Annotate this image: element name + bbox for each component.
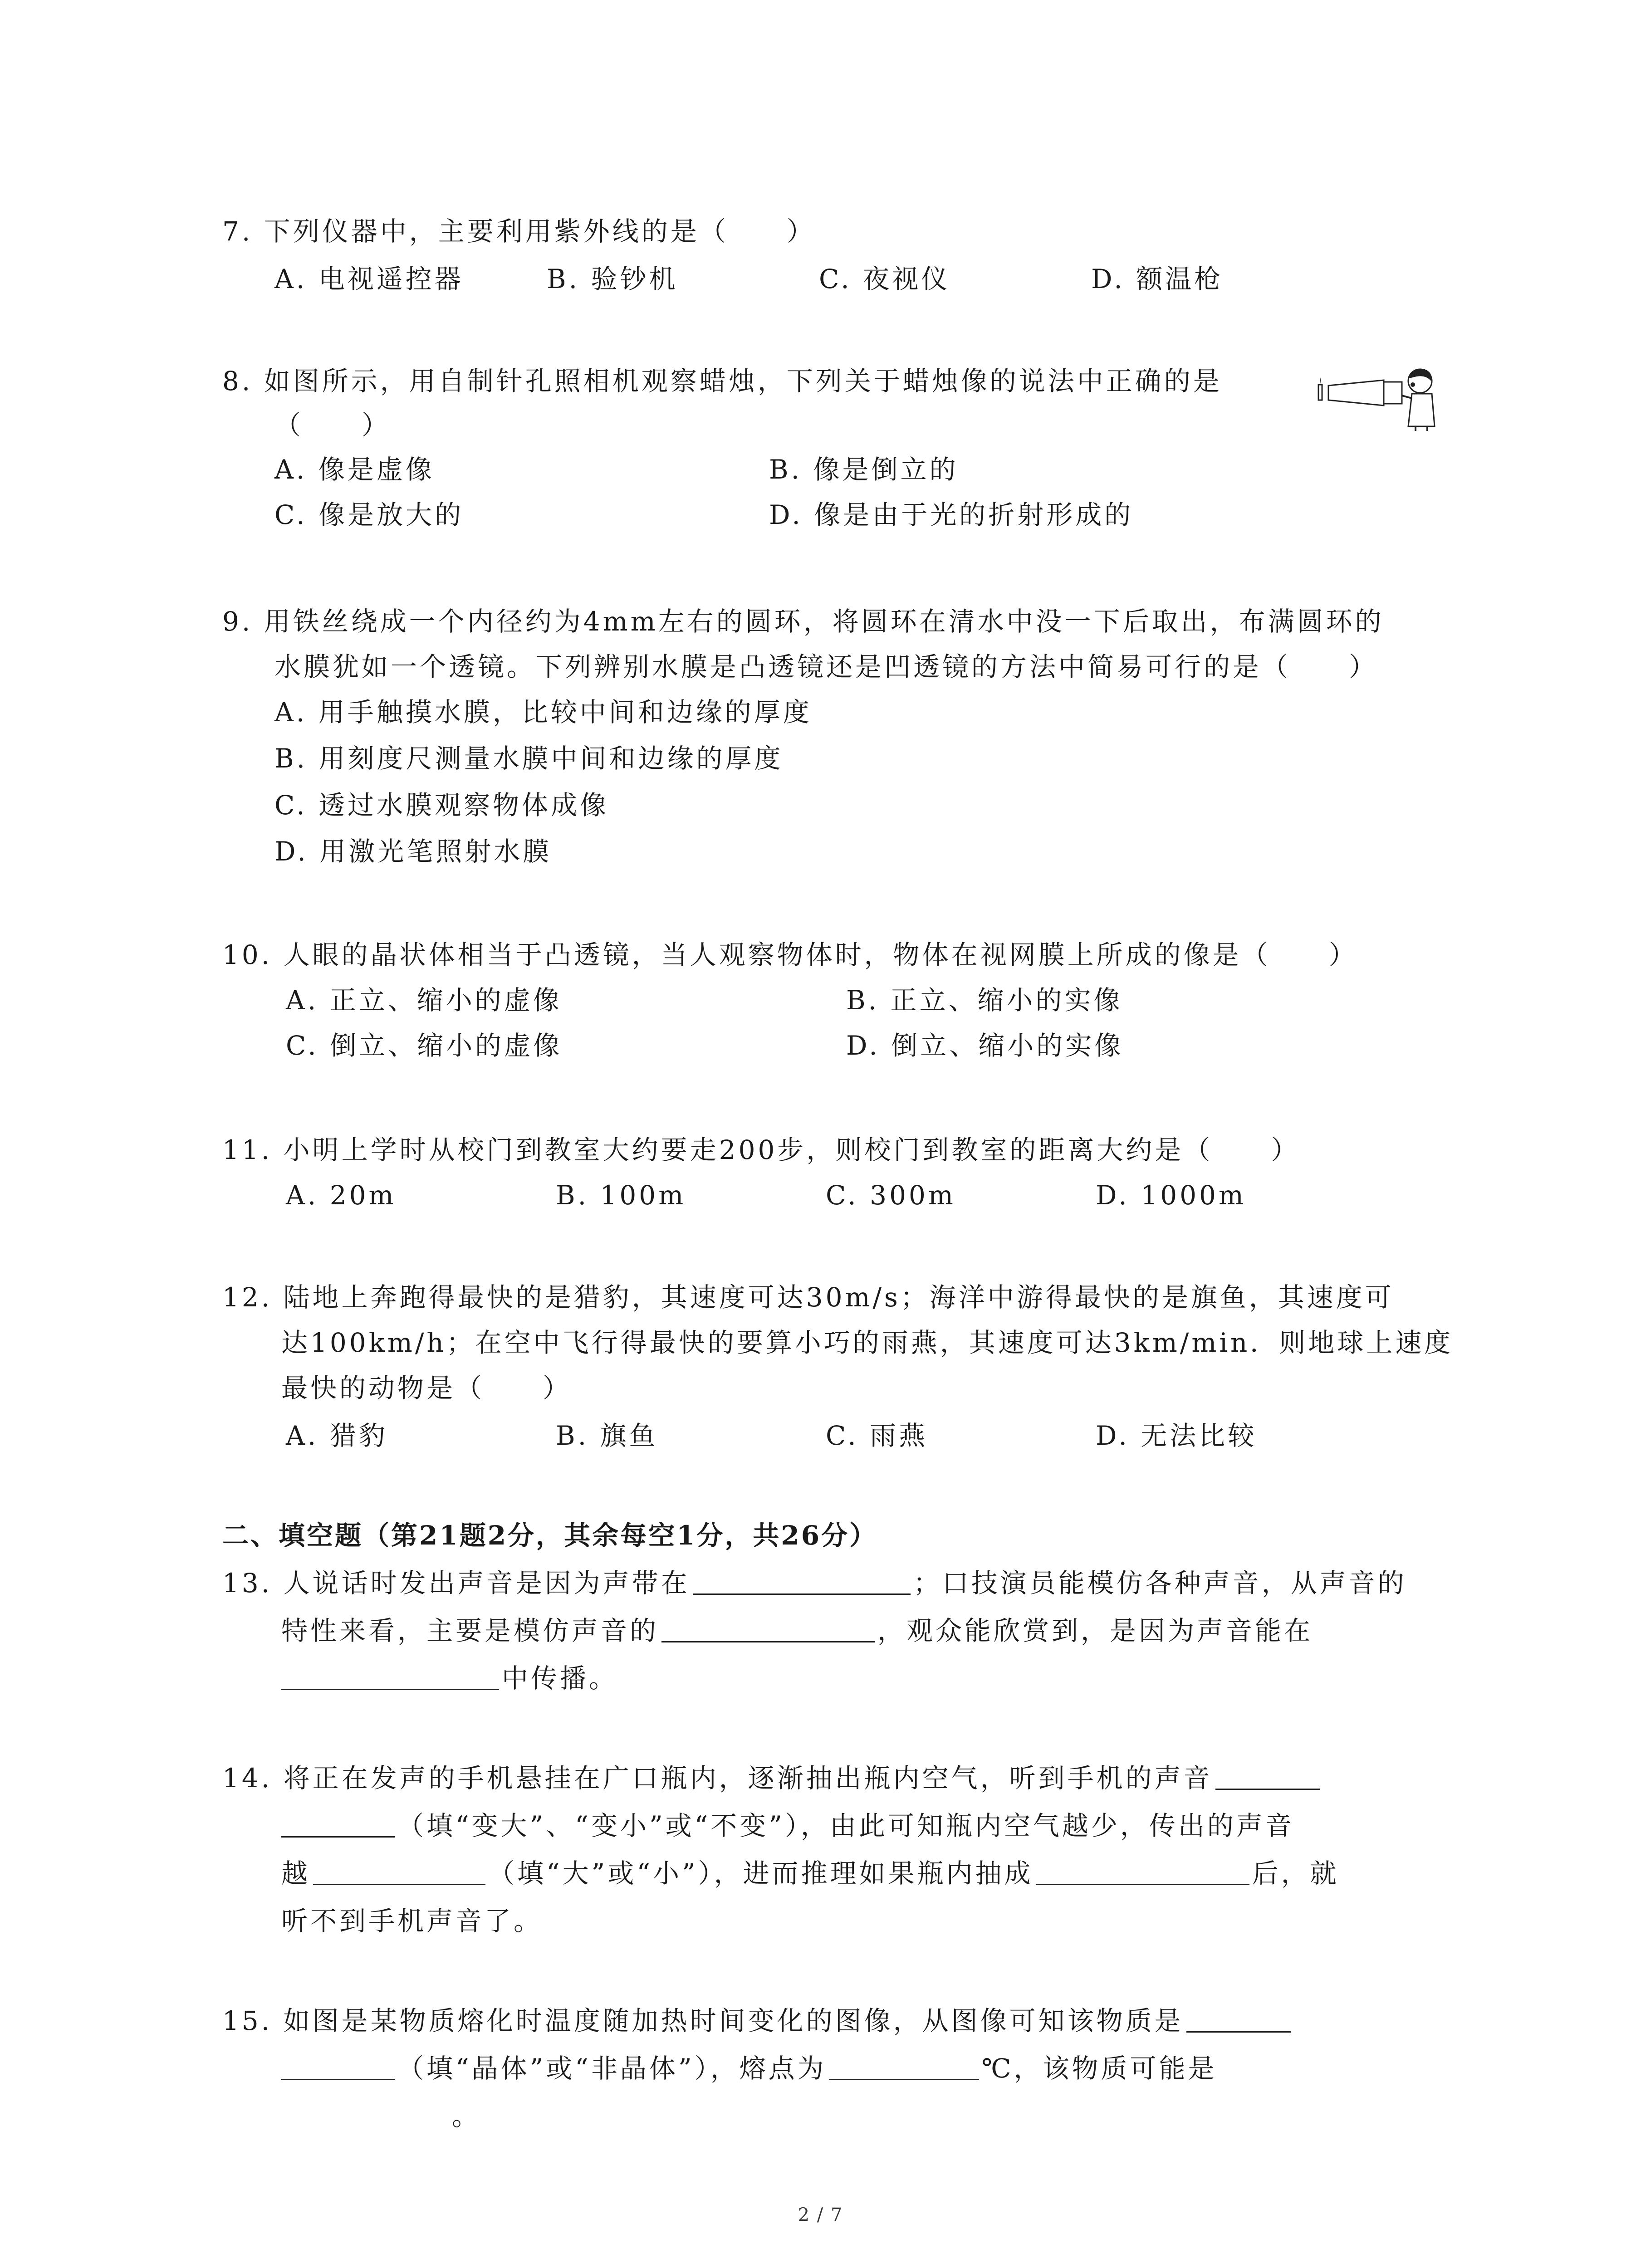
- question-12-stem-line2: 达100km/h；在空中飞行得最快的要算小巧的雨燕，其速度可达3km/min．则地球上速度: [281, 1327, 1454, 1358]
- question-13-line-1: [222, 1565, 1407, 1601]
- option-b: B. 旗鱼: [556, 1420, 658, 1451]
- question-14-line-2: [281, 1808, 1294, 1844]
- section-2-title: 二、填空题（第21题2分，其余每空1分，共26分）: [222, 1520, 878, 1551]
- question-10-stem: 10. 人眼的晶状体相当于凸透镜，当人观察物体时，物体在视网膜上所成的像是（ ）: [222, 939, 1358, 970]
- question-14-text: 14. 将正在发声的手机悬挂在广口瓶内，逐渐抽出瓶内空气，听到手机的声音: [222, 1763, 1213, 1794]
- option-c: C. 300m: [826, 1180, 956, 1211]
- option-c: C. 像是放大的: [274, 499, 464, 530]
- option-d: D. 倒立、缩小的实像: [846, 1030, 1124, 1061]
- question-15-text: 15. 如图是某物质熔化时温度随加热时间变化的图像，从图像可知该物质是: [222, 2005, 1184, 2036]
- question-13-text: 中传播。: [502, 1663, 618, 1694]
- pinhole-camera-figure: [1316, 358, 1452, 431]
- question-14-line-3: [281, 1855, 1339, 1892]
- answer-blank[interactable]: [281, 2053, 395, 2080]
- option-b: B. 验钞机: [547, 264, 678, 294]
- option-d: D. 用激光笔照射水膜: [274, 836, 552, 867]
- option-a: A. 猎豹: [286, 1420, 388, 1451]
- option-c: C. 夜视仪: [819, 264, 950, 294]
- question-12-stem-line3: 最快的动物是（ ）: [281, 1373, 572, 1403]
- question-13-text: 特性来看，主要是模仿声音的: [281, 1615, 659, 1646]
- page-number: 2 / 7: [798, 2204, 843, 2225]
- question-11-stem: 11. 小明上学时从校门到教室大约要走200步，则校门到教室的距离大约是（ ）: [222, 1134, 1300, 1165]
- question-15-text: （填“晶体”或“非晶体”），熔点为: [397, 2053, 827, 2084]
- option-d: D. 无法比较: [1096, 1420, 1257, 1451]
- option-b: B. 像是倒立的: [769, 454, 959, 485]
- option-d: D. 像是由于光的折射形成的: [769, 499, 1134, 530]
- question-14-text: 后，就: [1252, 1858, 1339, 1889]
- question-15-line-3: [281, 2098, 481, 2134]
- question-14-text: 越: [281, 1858, 311, 1889]
- option-b: B. 正立、缩小的实像: [846, 985, 1123, 1016]
- option-c: C. 雨燕: [826, 1420, 928, 1451]
- question-9-stem-line2: 水膜犹如一个透镜。下列辨别水膜是凸透镜还是凹透镜的方法中简易可行的是（ ）: [274, 651, 1378, 682]
- question-14-line-1: [222, 1760, 1323, 1796]
- answer-blank[interactable]: [281, 1662, 499, 1690]
- option-a: A. 用手触摸水膜，比较中间和边缘的厚度: [274, 697, 812, 728]
- answer-blank[interactable]: [1215, 1762, 1320, 1790]
- answer-blank[interactable]: [661, 1615, 875, 1642]
- question-13-line-2: [281, 1613, 1313, 1649]
- option-d: D. 1000m: [1096, 1180, 1246, 1211]
- answer-blank[interactable]: [1036, 1857, 1249, 1885]
- question-14-text: （填“大”或“小”），进而推理如果瓶内抽成: [488, 1858, 1034, 1889]
- option-a: A. 20m: [286, 1180, 397, 1211]
- question-15-text: 。: [452, 2101, 481, 2131]
- option-a: A. 正立、缩小的虚像: [286, 985, 562, 1016]
- question-7-stem: 7. 下列仪器中，主要利用紫外线的是（ ）: [222, 216, 816, 247]
- question-14-text: （填“变大”、“变小”或“不变”），由此可知瓶内空气越少，传出的声音: [397, 1810, 1294, 1841]
- question-14-text: 听不到手机声音了。: [281, 1906, 543, 1936]
- question-9-stem-line1: 9. 用铁丝绕成一个内径约为4mm左右的圆环，将圆环在清水中没一下后取出，布满圆环的: [222, 606, 1384, 637]
- question-13-text: 13. 人说话时发出声音是因为声带在: [222, 1568, 690, 1598]
- answer-blank[interactable]: [1186, 2005, 1291, 2033]
- question-15-line-1: [222, 2003, 1293, 2039]
- option-c: C. 倒立、缩小的虚像: [286, 1030, 563, 1061]
- question-8-stem-line1: 8. 如图所示，用自制针孔照相机观察蜡烛，下列关于蜡烛像的说法中正确的是: [222, 366, 1222, 396]
- question-12-stem-line1: 12. 陆地上奔跑得最快的是猎豹，其速度可达30m/s；海洋中游得最快的是旗鱼，其速度可: [222, 1282, 1394, 1313]
- question-15-line-2: [281, 2050, 1217, 2087]
- answer-blank[interactable]: [313, 1857, 485, 1885]
- answer-blank[interactable]: [829, 2053, 979, 2080]
- question-8-stem-line2: （ ）: [274, 410, 391, 440]
- answer-blank[interactable]: [281, 2100, 449, 2128]
- option-d: D. 额温枪: [1091, 264, 1224, 294]
- question-15-text: ℃，该物质可能是: [981, 2053, 1217, 2084]
- question-13-text: ；口技演员能模仿各种声音，从声音的: [913, 1568, 1407, 1598]
- option-b: B. 用刻度尺测量水膜中间和边缘的厚度: [274, 743, 784, 774]
- answer-blank[interactable]: [693, 1567, 911, 1595]
- option-b: B. 100m: [556, 1180, 686, 1211]
- answer-blank[interactable]: [281, 1810, 395, 1838]
- question-13-text: ，观众能欣赏到，是因为声音能在: [877, 1615, 1313, 1646]
- option-a: A. 电视遥控器: [274, 264, 464, 294]
- option-c: C. 透过水膜观察物体成像: [274, 790, 609, 821]
- option-a: A. 像是虚像: [274, 454, 435, 485]
- question-13-line-3: [281, 1660, 618, 1696]
